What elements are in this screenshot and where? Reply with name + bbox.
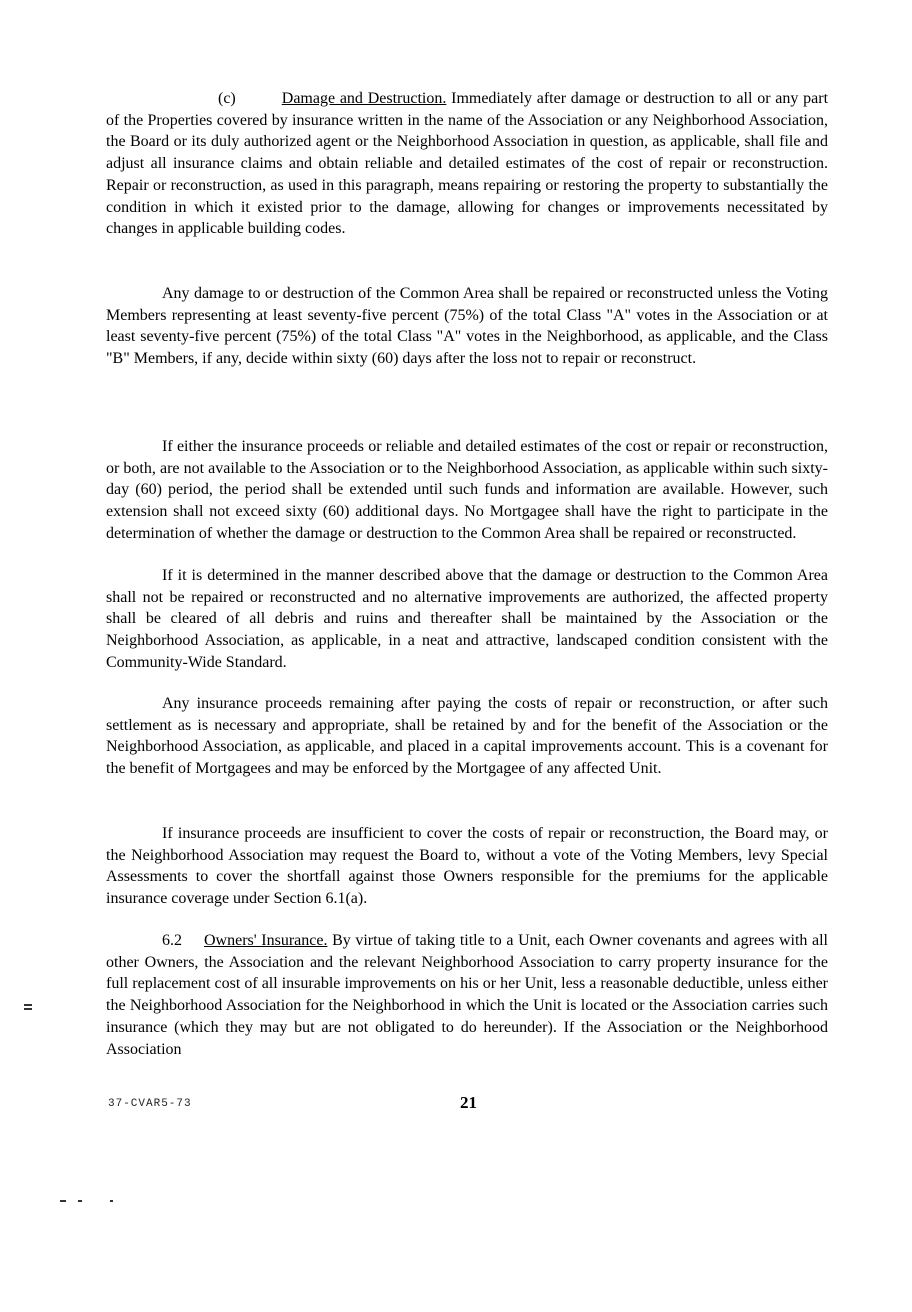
section-c-label: (c) <box>218 90 236 107</box>
section-c-heading: Damage and Destruction. <box>281 90 447 107</box>
paragraph-text: If it is determined in the manner described above that the damage or destruction to the Common Area shall not be repaired or reconstructed and no alternative improvements are authorized, the affected property shall be cleared of all debris and ruins and thereafter shall be maintained by the Association or the Neighborhood Association, as applicable, in a neat and attractive, landscaped condition consistent with the Community-Wide Standard. <box>106 567 828 671</box>
section-6-2-text: By virtue of taking title to a Unit, each Owner covenants and agrees with all other Owners, the Association and the relevant Neighborhood Association to carry property insurance for the full replacement cost of all insurable improvements on his or her Unit, less a reasonable deductible, unless either the Neighborhood Association for the Neighborhood in which the Unit is located or the Association carries such insurance (which they may but are not obligated to do hereunder). If the Association or the Neighborhood Association <box>106 932 828 1058</box>
paragraph-no-repair <box>106 565 828 674</box>
scan-artifact <box>60 1200 66 1202</box>
page-number: 21 <box>460 1093 477 1112</box>
scan-artifact <box>78 1200 82 1202</box>
section-c-text: Immediately after damage or destruction to all or any part of the Properties covered by insurance written in the name of the Association or any Neighborhood Association, the Board or its duly authorized agent or the Neighborhood Association in question, as applicable, shall file and adjust all insurance claims and obtain reliable and detailed estimates of the cost of repair or reconstruction. Repair or reconstruction, as used in this paragraph, means repairing or restoring the property to substantially the condition in which it existed prior to the damage, allowing for changes or improvements necessitated by changes in applicable building codes. <box>106 90 829 238</box>
footer-document-code: 37-CVAR5-73 <box>108 1098 192 1110</box>
paragraph-text: Any damage to or destruction of the Common Area shall be repaired or reconstructed unless the Voting Members representing at least seventy-five percent (75%) of the total Class "A" votes in the Association or at least seventy-five percent (75%) of the total Class "A" votes in the Neighborhood, as applicable, and the Class "B" Members, if any, decide within sixty (60) days after the loss not to repair or reconstruct. <box>106 285 828 368</box>
section-c-paragraph <box>106 88 828 240</box>
paragraph-text: If insurance proceeds are insufficient to cover the costs of repair or reconstruction, the Board may, or the Neighborhood Association may request the Board to, without a vote of the Voting Members, levy Special Assessments to cover the shortfall against those Owners responsible for the premiums for the applicable insurance coverage under Section 6.1(a). <box>106 825 828 908</box>
paragraph-common-area-repair <box>106 283 828 370</box>
margin-mark <box>24 1004 32 1006</box>
paragraph-insufficient-proceeds <box>106 823 828 910</box>
paragraph-remaining-proceeds <box>106 693 828 780</box>
section-6-2-heading: Owners' Insurance. <box>204 932 328 949</box>
section-6-2-paragraph <box>106 930 828 1060</box>
scan-artifact <box>110 1200 113 1202</box>
paragraph-text: If either the insurance proceeds or reliable and detailed estimates of the cost or repair or reconstruction, or both, are not available to the Association or to the Neighborhood Association, as applicable within such sixty-day (60) period, the period shall be extended until such funds and information are available. However, such extension shall not exceed sixty (60) additional days. No Mortgagee shall have the right to participate in the determination of whether the damage or destruction to the Common Area shall be repaired or reconstructed. <box>106 438 828 542</box>
paragraph-text: Any insurance proceeds remaining after paying the costs of repair or reconstruction, or after such settlement as is necessary and appropriate, shall be retained by and for the benefit of the Association or the Neighborhood Association, as applicable, and placed in a capital improvements account. This is a covenant for the benefit of Mortgagees and may be enforced by the Mortgagee of any affected Unit. <box>106 695 828 778</box>
paragraph-insurance-availability <box>106 436 828 545</box>
margin-mark <box>24 1008 32 1010</box>
section-6-2-number: 6.2 <box>162 932 182 949</box>
